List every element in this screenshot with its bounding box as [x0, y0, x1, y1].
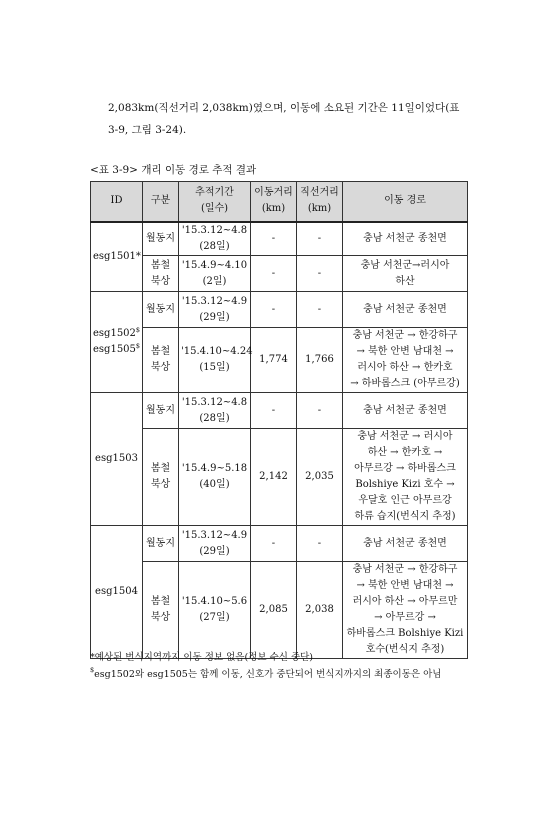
category-cell-line: 월동지	[146, 537, 175, 549]
route-cell-line: 충남 서천군 → 한강하구	[352, 330, 458, 341]
route-cell-line: 충남 서천군 종천면	[363, 537, 447, 549]
period-cell-line: '15.4.9~5.18	[181, 463, 248, 474]
period-cell-line: (28일)	[199, 240, 230, 252]
route-cell	[343, 393, 468, 429]
footnote-2	[90, 666, 441, 680]
header-id: ID	[91, 182, 143, 222]
category-cell-line: 북상	[150, 275, 171, 287]
table-row	[91, 562, 468, 659]
header-route: 이동 경로	[343, 182, 468, 222]
category-cell-line: 월동지	[146, 232, 175, 244]
straight-distance-cell: 1,766	[297, 328, 343, 393]
table-row	[91, 328, 468, 393]
period-cell-line: (28일)	[199, 412, 230, 424]
route-cell-line: 충남 서천군 종천면	[363, 232, 447, 244]
period-cell	[179, 292, 251, 328]
period-cell-line: '15.3.12~4.8	[181, 396, 248, 408]
route-cell-line: → 하바롭스크 (아무르강)	[350, 378, 460, 389]
distance-cell: -	[251, 393, 297, 429]
period-cell-line: (15일)	[199, 362, 230, 373]
id-cell-mark: $	[135, 342, 141, 350]
period-cell	[179, 256, 251, 292]
period-cell-line: '15.4.10~5.6	[181, 596, 248, 607]
route-cell-line: 아무르강 → 하바롭스크	[354, 463, 456, 474]
straight-distance-cell: -	[297, 292, 343, 328]
route-cell-line: 충남 서천군 → 한강하구	[352, 564, 458, 575]
paragraph-line-1: 2,083km(직선거리 2,038km)였으며, 이동에 소요된 기간은 11일이었다(표	[108, 102, 460, 114]
category-cell-line: 월동지	[146, 404, 175, 416]
id-cell-line: esg1502$	[93, 326, 141, 339]
route-cell-line: 러시아 하산 → 아무르만	[352, 596, 458, 607]
period-cell	[179, 222, 251, 256]
route-cell-line: → 북한 안변 남대천 →	[356, 580, 454, 591]
straight-distance-cell: -	[297, 222, 343, 256]
period-cell-line: (29일)	[199, 545, 230, 557]
period-cell	[179, 562, 251, 659]
period-cell-line: '15.3.12~4.8	[181, 224, 248, 236]
route-cell	[343, 222, 468, 256]
route-cell-line: 충남 서천군 종천면	[363, 303, 447, 315]
body-paragraph	[108, 97, 466, 141]
category-cell	[143, 429, 179, 526]
period-cell-line: '15.4.10~4.24	[181, 346, 253, 357]
distance-cell: -	[251, 292, 297, 328]
table-row	[91, 393, 468, 429]
table-row	[91, 429, 468, 526]
tracking-results-table	[90, 181, 468, 659]
period-cell-line: '15.3.12~4.9	[181, 295, 248, 307]
category-cell-line: 월동지	[146, 303, 175, 315]
footnote-1: *예상된 번식지역까지 이동 정보 없음(정보 수신 중단)	[90, 652, 313, 663]
period-cell-line: (27일)	[199, 612, 230, 623]
distance-cell: 2,085	[251, 562, 297, 659]
table-header-row	[91, 182, 468, 222]
id-cell	[91, 222, 143, 292]
header-category: 구분	[143, 182, 179, 222]
table-body	[91, 222, 468, 659]
route-cell	[343, 292, 468, 328]
category-cell	[143, 328, 179, 393]
period-cell	[179, 526, 251, 562]
footnote-2-mark: $	[90, 666, 95, 674]
period-cell	[179, 328, 251, 393]
footnote-2-text: esg1502와 esg1505는 함께 이동, 신호가 중단되어 번식지까지의 최종이동은 아님	[94, 669, 442, 680]
category-cell	[143, 562, 179, 659]
category-cell-line: 봄철	[150, 346, 171, 357]
route-cell-line: 충남 서천군→러시아	[360, 259, 450, 271]
header-distance: 이동거리 (km)	[251, 182, 297, 222]
route-cell-line: 하산 → 한카호 →	[367, 447, 443, 458]
table-row	[91, 526, 468, 562]
route-cell-line: 충남 서천군 종천면	[363, 404, 447, 416]
id-cell-line: esg1501*	[93, 250, 141, 262]
id-cell	[91, 292, 143, 393]
period-cell-line: (2일)	[202, 275, 227, 287]
category-cell	[143, 292, 179, 328]
period-cell-line: '15.3.12~4.9	[181, 529, 248, 541]
route-cell-line: 우달호 인근 아무르강	[358, 495, 452, 506]
id-cell-line: esg1503	[95, 453, 138, 464]
period-cell-line: (40일)	[199, 479, 230, 490]
straight-distance-cell: -	[297, 526, 343, 562]
distance-cell: 2,142	[251, 429, 297, 526]
id-cell	[91, 526, 143, 659]
route-cell	[343, 526, 468, 562]
id-cell-mark: $	[135, 326, 141, 334]
route-cell-line: → 아무르강 →	[374, 612, 436, 623]
distance-cell: -	[251, 256, 297, 292]
table-row	[91, 256, 468, 292]
route-cell	[343, 256, 468, 292]
route-cell-line: 하바롭스크 Bolshiye Kizi	[346, 628, 464, 639]
straight-distance-cell: 2,035	[297, 429, 343, 526]
period-cell	[179, 393, 251, 429]
straight-distance-cell: 2,038	[297, 562, 343, 659]
paragraph-line-2: 3-9, 그림 3-24).	[108, 124, 187, 136]
route-cell	[343, 429, 468, 526]
route-cell-line: → 북한 안변 남대천 →	[356, 346, 454, 357]
straight-distance-cell: -	[297, 256, 343, 292]
table-caption: <표 3-9> 개리 이동 경로 추적 결과	[90, 164, 257, 176]
category-cell	[143, 222, 179, 256]
table-row	[91, 222, 468, 256]
category-cell-line: 북상	[150, 612, 171, 623]
route-cell-line: 러시아 하산 → 한카호	[357, 362, 453, 373]
period-cell	[179, 429, 251, 526]
route-cell-line: Bolshiye Kizi 호수 →	[355, 479, 455, 490]
distance-cell: 1,774	[251, 328, 297, 393]
header-straight-distance: 직선거리 (km)	[297, 182, 343, 222]
period-cell-line: (29일)	[199, 311, 230, 323]
category-cell	[143, 393, 179, 429]
id-cell-line: esg1505$	[93, 342, 141, 355]
period-cell-line: '15.4.9~4.10	[181, 259, 248, 271]
id-cell-line: esg1504	[95, 586, 138, 597]
route-cell	[343, 562, 468, 659]
category-cell-line: 봄철	[150, 463, 171, 474]
distance-cell: -	[251, 222, 297, 256]
route-cell-line: 충남 서천군 → 러시아	[357, 431, 453, 442]
category-cell-line: 북상	[150, 479, 171, 490]
route-cell	[343, 328, 468, 393]
distance-cell: -	[251, 526, 297, 562]
route-cell-line: 하류 습지(번식지 추정)	[354, 511, 456, 522]
header-period: 추적기간 (일수)	[179, 182, 251, 222]
category-cell	[143, 256, 179, 292]
category-cell	[143, 526, 179, 562]
id-cell	[91, 393, 143, 526]
table-row	[91, 292, 468, 328]
category-cell-line: 봄철	[150, 259, 171, 271]
category-cell-line: 북상	[150, 362, 171, 373]
category-cell-line: 봄철	[150, 596, 171, 607]
route-cell-line: 하산	[395, 275, 415, 287]
straight-distance-cell: -	[297, 393, 343, 429]
route-cell-line: 호수(번식지 추정)	[365, 644, 445, 655]
